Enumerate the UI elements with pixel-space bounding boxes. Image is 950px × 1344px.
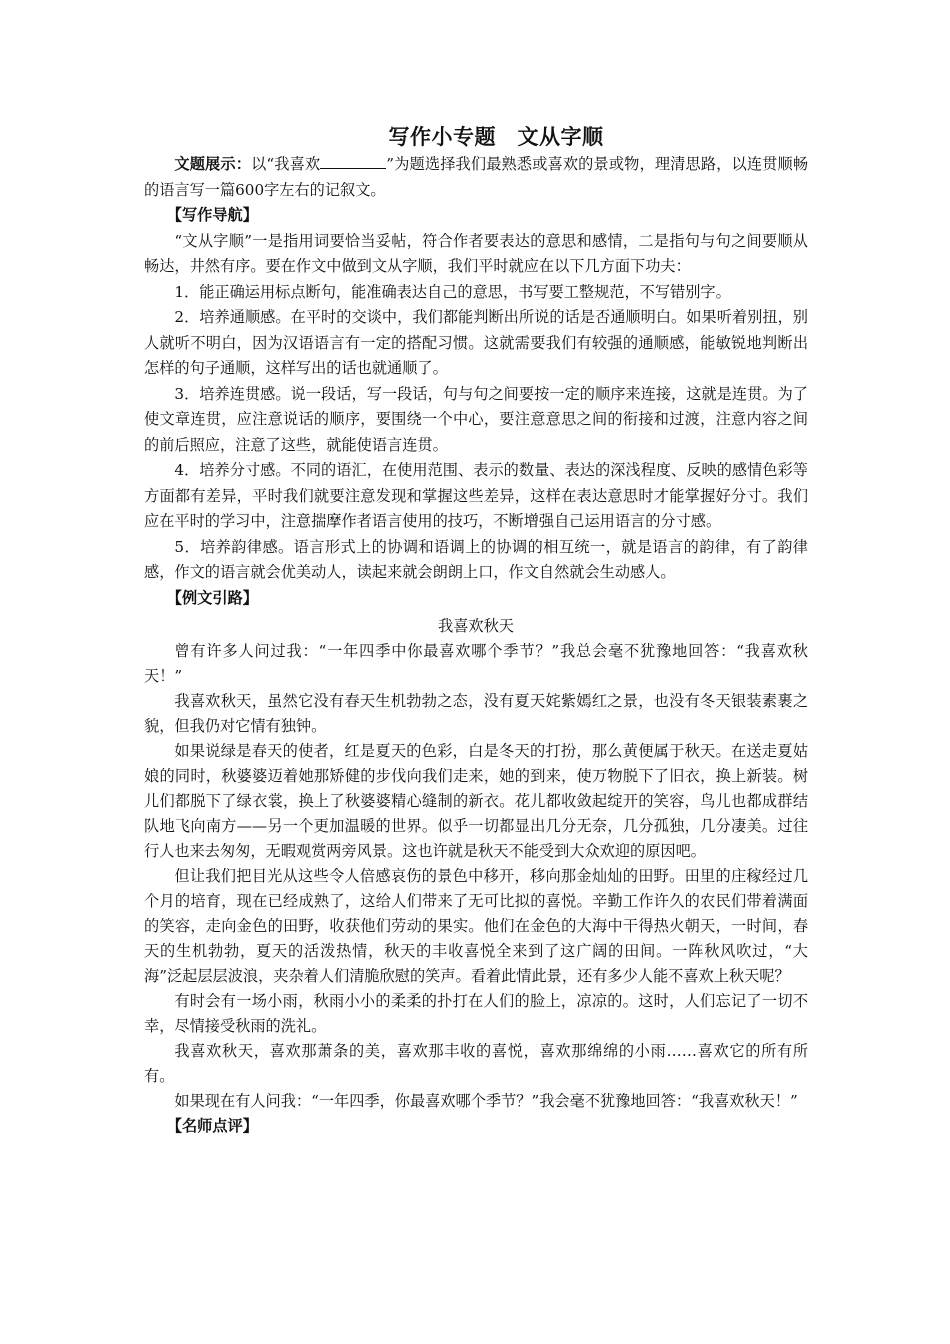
essay-body <box>144 639 808 1114</box>
essay-paragraph: 曾有许多人问过我：“一年四季中你最喜欢哪个季节？”我总会毫不犹豫地回答：“我喜欢秋天！” <box>144 642 808 685</box>
guide-paragraph: “文从字顺”一是指用词要恰当妥帖，符合作者要表达的意思和感情，二是指句与句之间要顺从畅达，井然有序。要在作文中做到文从字顺，我们平时就应在以下几方面下功夫： <box>144 231 808 275</box>
guide-paragraph: 4．培养分寸感。不同的语汇，在使用范围、表示的数量、表达的深浅程度、反映的感情色彩等方面都有差异，平时我们就要注意发现和掌握这些差异，这样在表达意思时才能掌握好分寸。我们应在平时的学习中，注意揣摩作者语言使用的技巧，不断增强自己运用语言的分寸感。 <box>144 461 808 530</box>
essay-paragraph: 我喜欢秋天，喜欢那萧条的美，喜欢那丰收的喜悦，喜欢那绵绵的小雨……喜欢它的所有所有。 <box>144 1042 808 1085</box>
fill-in-blank <box>320 152 386 169</box>
review-heading: 【名师点评】 <box>166 1117 258 1135</box>
essay-paragraph: 我喜欢秋天，虽然它没有春天生机勃勃之态，没有夏天姹紫嫣红之景，也没有冬天银装素裹之貌，但我仍对它情有独钟。 <box>144 692 808 735</box>
essay-paragraph: 如果说绿是春天的使者，红是夏天的色彩，白是冬天的打扮，那么黄便属于秋天。在送走夏姑娘的同时，秋婆婆迈着她那矫健的步伐向我们走来，她的到来，使万物脱下了旧衣，换上新装。树儿们都脱下了绿衣裳，换上了秋婆婆精心缝制的新衣。花儿都收敛起绽开的笑容，鸟儿也都成群结队地飞向南方——另一个更加温暖的世界。似乎一切都显出几分无奈，几分孤独，几分凄美。过往行人也来去匆匆，无暇观赏两旁风景。这也许就是秋天不能受到大众欢迎的原因吧。 <box>144 742 808 860</box>
guide-paragraph: 3．培养连贯感。说一段话，写一段话，句与句之间要按一定的顺序来连接，这就是连贯。为了使文章连贯，应注意说话的顺序，要围绕一个中心，要注意意思之间的衔接和过渡，注意内容之间的前后照应，注意了这些，就能使语言连贯。 <box>144 384 808 454</box>
essay-title: 我喜欢秋天 <box>438 617 514 635</box>
example-heading: 【例文引路】 <box>166 588 258 607</box>
page-title: 写作小专题 文从字顺 <box>388 124 604 149</box>
guide-paragraph: 1．能正确运用标点断句，能准确表达自己的意思，书写要工整规范，不写错别字。 <box>174 282 731 301</box>
document-body <box>144 122 808 1140</box>
essay-paragraph: 如果现在有人问我：“一年四季，你最喜欢哪个季节？”我会毫不犹豫地回答：“我喜欢秋天！” <box>174 1092 798 1110</box>
guide-paragraph: 5．培养韵律感。语言形式上的协调和语调上的协调的相互统一，就是语言的韵律，有了韵律感，作文的语言就会优美动人，读起来就会朗朗上口，作文自然就会生动感人。 <box>144 537 808 581</box>
prompt-label: 文题展示： <box>174 155 252 173</box>
prompt-paragraph <box>144 152 808 203</box>
prompt-text-after: ”为题选择我们最熟悉或喜欢的景或物，理清思路，以连贯顺畅的语言写一篇600字左右的记叙文。 <box>144 155 809 199</box>
essay-paragraph: 有时会有一场小雨，秋雨小小的柔柔的扑打在人们的脸上，凉凉的。这时，人们忘记了一切不幸，尽情接受秋雨的洗礼。 <box>144 992 808 1035</box>
guide-heading: 【写作导航】 <box>166 206 258 224</box>
essay-paragraph: 但让我们把目光从这些令人倍感哀伤的景色中移开，移向那金灿灿的田野。田里的庄稼经过几个月的培育，现在已经成熟了，这给人们带来了无可比拟的喜悦。辛勤工作许久的农民们带着满面的笑容，走向金色的田野，收获他们劳动的果实。他们在金色的大海中干得热火朝天，一时间，春天的生机勃勃，夏天的活泼热情，秋天的丰收喜悦全来到了这广阔的田间。一阵秋风吹过，“大海”泛起层层波浪，夹杂着人们清脆欣慰的笑声。看着此情此景，还有多少人能不喜欢上秋天呢？ <box>144 867 808 985</box>
prompt-text-before: 以“我喜欢 <box>251 155 321 173</box>
guide-paragraph: 2．培养通顺感。在平时的交谈中，我们都能判断出所说的话是否通顺明白。如果听着别扭，别人就听不明白，因为汉语语言有一定的搭配习惯。这就需要我们有较强的通顺感，能敏锐地判断出怎样的句子通顺，这样写出的话也就通顺了。 <box>144 308 808 377</box>
